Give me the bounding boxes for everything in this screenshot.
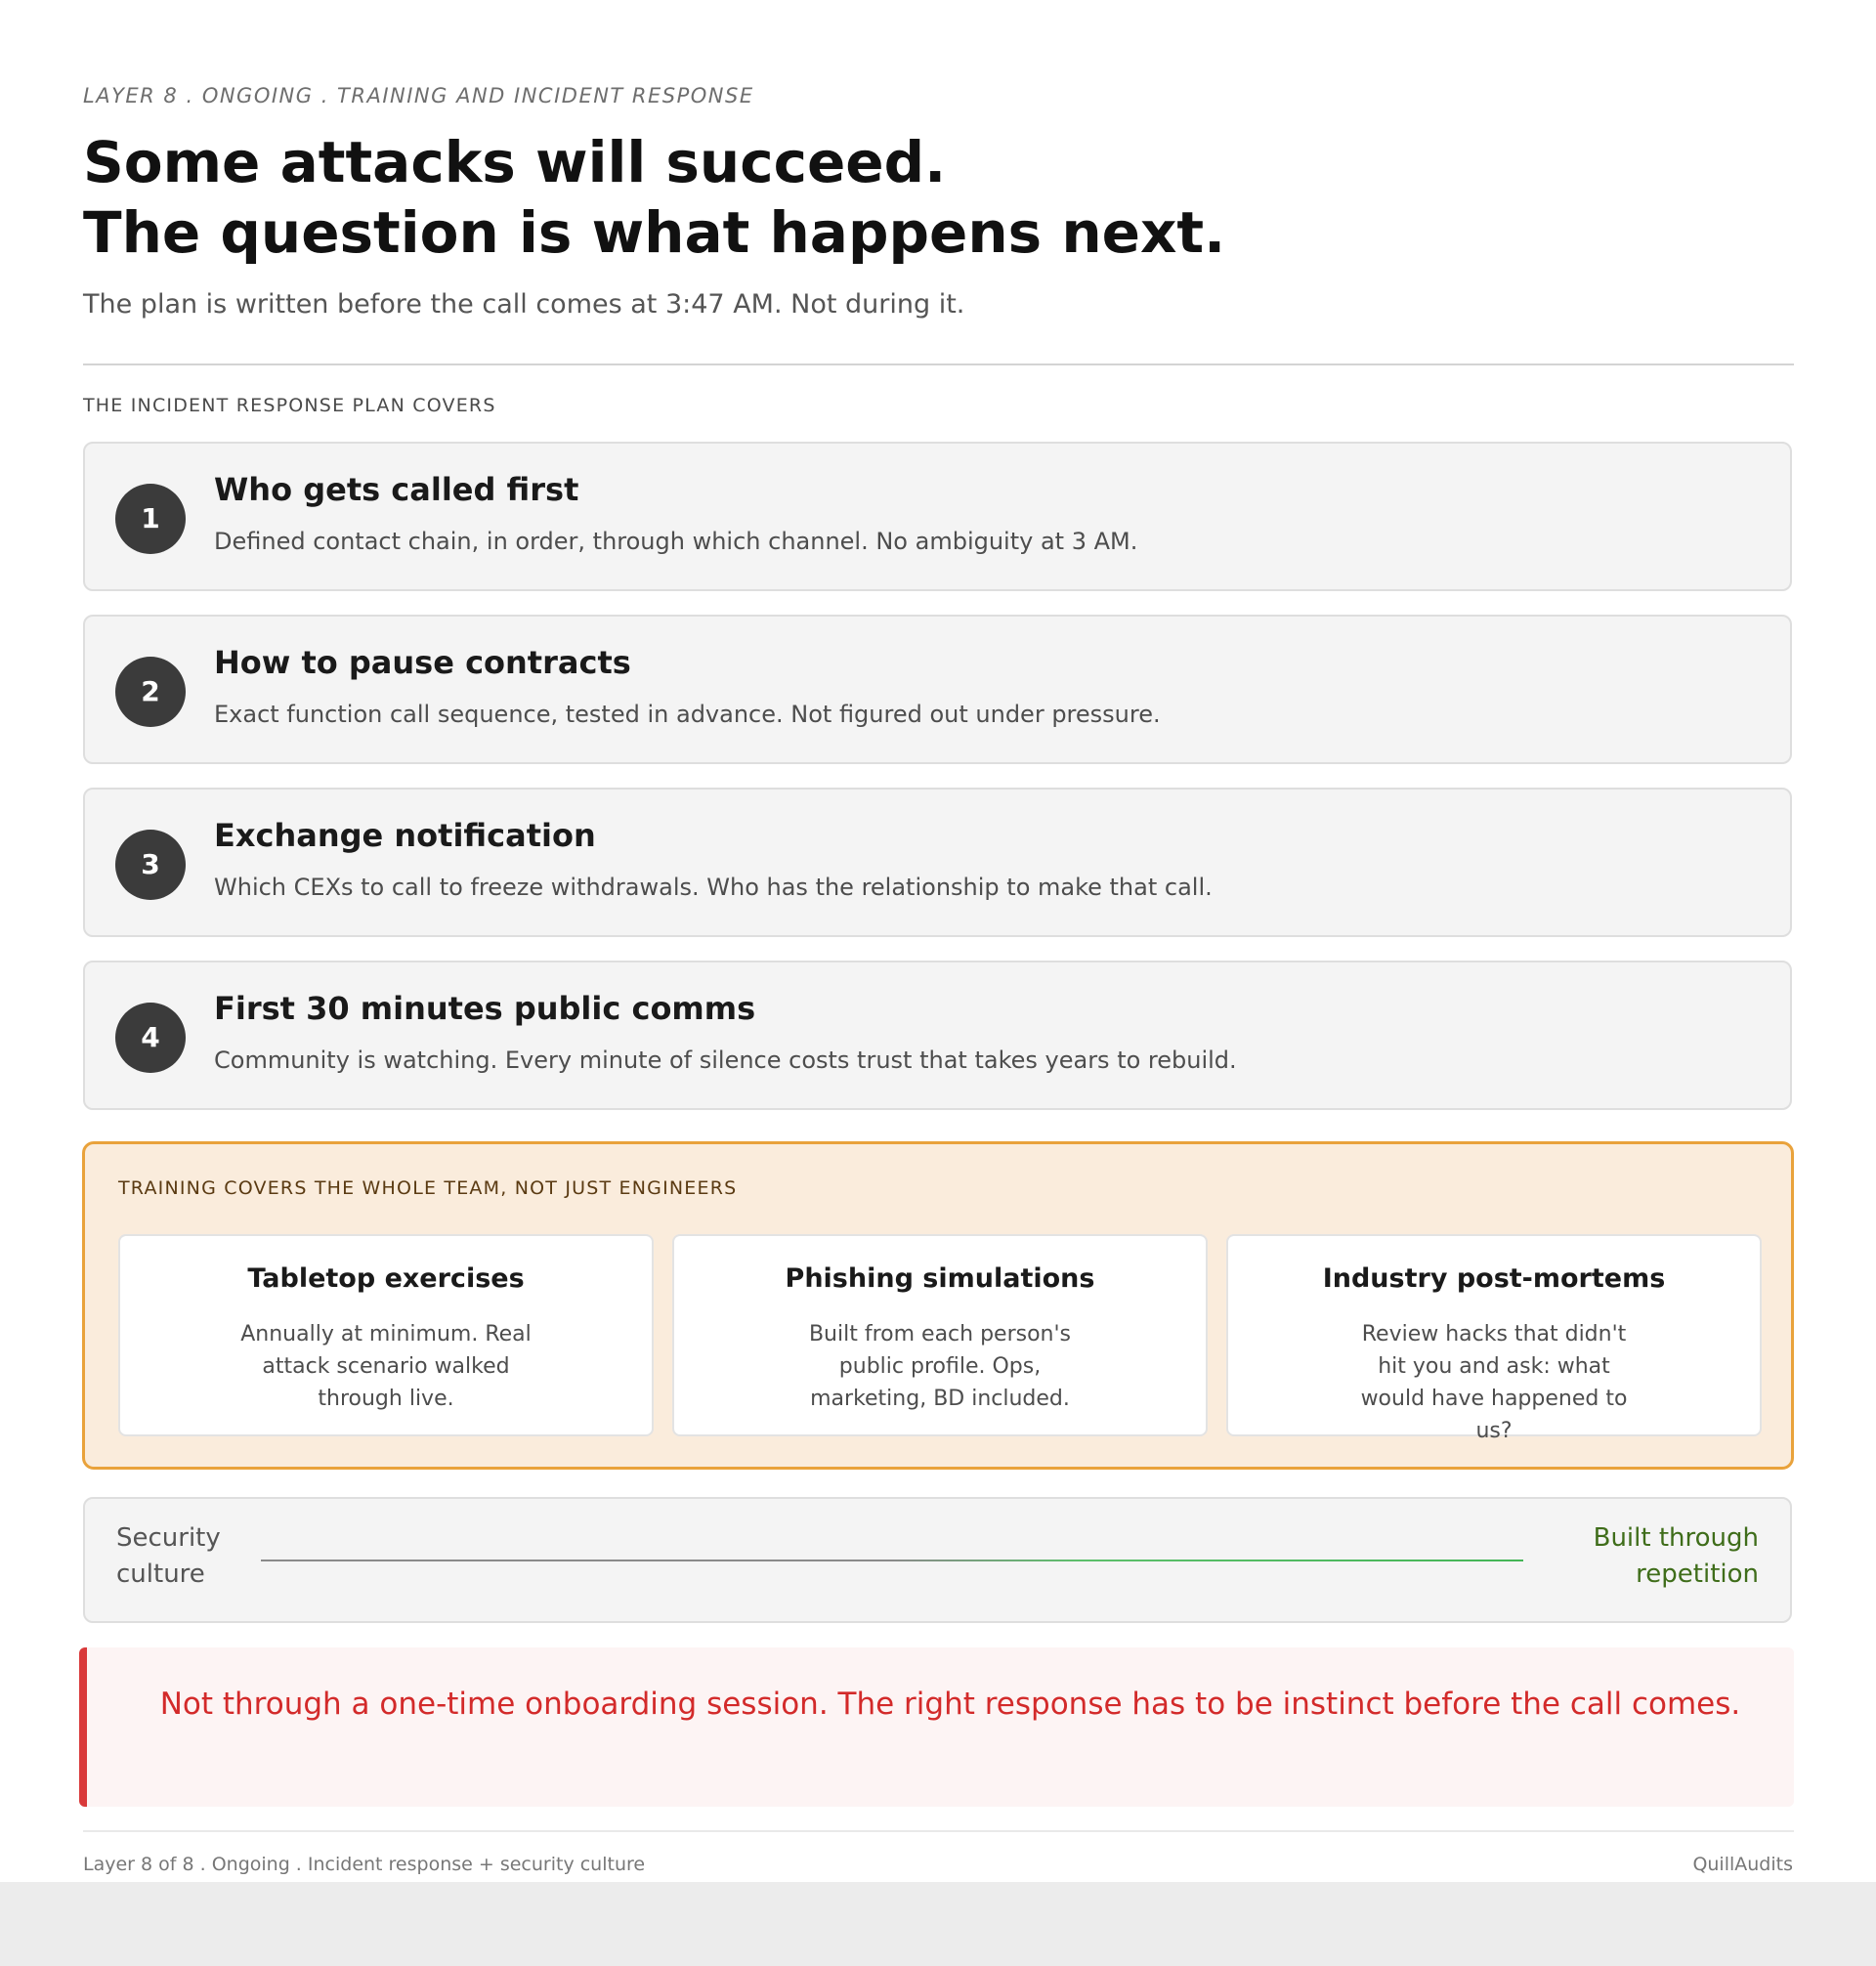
training-card xyxy=(118,1234,654,1436)
meter-track xyxy=(261,1560,1523,1561)
training-card-description: Review hacks that didn't hit you and ask: what would have happened to us? xyxy=(1360,1322,1628,1443)
training-card xyxy=(1226,1234,1762,1443)
step-description: Defined contact chain, in order, through which channel. No ambiguity at 3 AM. xyxy=(214,528,1138,555)
title-line-1: Some attacks will succeed. xyxy=(83,129,947,195)
plan-step xyxy=(83,442,1792,591)
training-card-title: Phishing simulations xyxy=(785,1263,1095,1294)
training-card-title: Tabletop exercises xyxy=(247,1263,525,1294)
plan-step xyxy=(83,961,1792,1110)
culture-meter xyxy=(83,1497,1792,1623)
step-description: Community is watching. Every minute of silence costs trust that takes years to rebuild. xyxy=(214,1047,1237,1074)
step-description: Exact function call sequence, tested in advance. Not figured out under pressure. xyxy=(214,701,1161,728)
step-title: First 30 minutes public comms xyxy=(214,990,756,1027)
meter-left-label: Security culture xyxy=(116,1523,221,1589)
footer-brand: QuillAudits xyxy=(1692,1854,1793,1875)
training-label: TRAINING COVERS THE WHOLE TEAM, NOT JUST ENGINEERS xyxy=(118,1177,738,1199)
step-description: Which CEXs to call to freeze withdrawals. Who has the relationship to make that call. xyxy=(214,874,1213,901)
page-subtitle: The plan is written before the call comes at 3:47 AM. Not during it. xyxy=(83,289,965,320)
footer-caption: Layer 8 of 8 . Ongoing . Incident response + security culture xyxy=(83,1854,646,1875)
title-line-2: The question is what happens next. xyxy=(83,199,1226,266)
step-title: Who gets called first xyxy=(214,471,579,508)
step-title: Exchange notification xyxy=(214,817,596,854)
header-divider xyxy=(83,363,1794,365)
layer-eyebrow: LAYER 8 . ONGOING . TRAINING AND INCIDENT RESPONSE xyxy=(83,84,754,107)
training-card-title: Industry post-mortems xyxy=(1322,1263,1666,1294)
plan-step xyxy=(83,615,1792,764)
training-card xyxy=(672,1234,1208,1436)
step-number-badge: 4 xyxy=(115,1003,186,1073)
training-card-description: Annually at minimum. Real attack scenario walked through live. xyxy=(240,1322,532,1411)
step-number-badge: 1 xyxy=(115,484,186,554)
plan-step xyxy=(83,788,1792,937)
warning-callout xyxy=(79,1647,1794,1807)
training-panel xyxy=(82,1141,1794,1470)
step-number-badge: 2 xyxy=(115,657,186,727)
callout-text: Not through a one-time onboarding session. The right response has to be instinct before the call comes. xyxy=(159,1687,1741,1722)
page-title xyxy=(83,127,1225,268)
meter-right-label: Built through repetition xyxy=(1593,1523,1759,1589)
footer-divider xyxy=(83,1830,1794,1832)
plan-section-label: THE INCIDENT RESPONSE PLAN COVERS xyxy=(83,395,496,416)
step-number-badge: 3 xyxy=(115,830,186,900)
training-card-description: Built from each person's public profile. Ops, marketing, BD included. xyxy=(808,1322,1072,1411)
step-title: How to pause contracts xyxy=(214,644,631,681)
